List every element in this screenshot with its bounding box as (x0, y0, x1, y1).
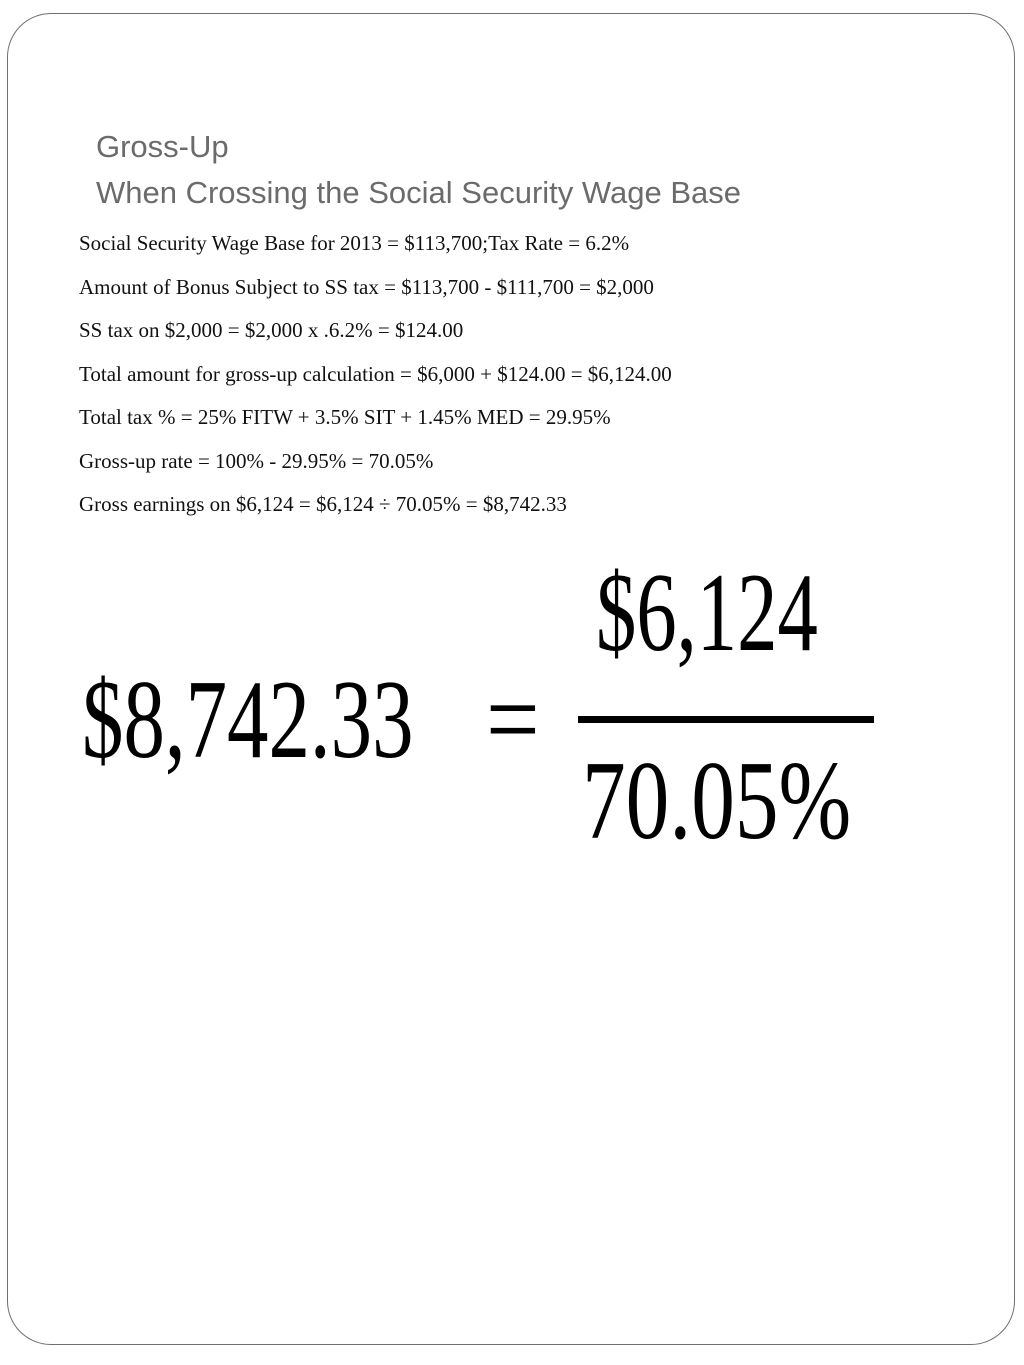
formula-equals-sign: = (486, 658, 540, 782)
calculation-line: Amount of Bonus Subject to SS tax = $113,700 - $111,700 = $2,000 (79, 274, 654, 299)
calculation-line: Total amount for gross-up calculation = $6,000 + $124.00 = $6,124.00 (79, 361, 672, 386)
calculation-line: SS tax on $2,000 = $2,000 x .6.2% = $124.00 (79, 318, 464, 342)
title-line-2: When Crossing the Social Security Wage Base (96, 175, 741, 210)
calculation-line: Social Security Wage Base for 2013 = $113,700;Tax Rate = 6.2% (79, 231, 630, 255)
slide-title (96, 124, 741, 216)
fraction-bar (578, 716, 874, 723)
calculation-line: Total tax % = 25% FITW + 3.5% SIT + 1.45% MED = 29.95% (79, 405, 611, 429)
formula-denominator: 70.05% (582, 739, 852, 863)
gross-up-formula (82, 551, 902, 870)
formula-result: $8,742.33 (82, 658, 414, 782)
calculation-list (79, 226, 672, 531)
formula-numerator: $6,124 (596, 551, 818, 675)
calculation-line: Gross earnings on $6,124 = $6,124 ÷ 70.05% = $8,742.33 (79, 492, 567, 516)
title-line-1: Gross-Up (96, 129, 229, 164)
calculation-line: Gross-up rate = 100% - 29.95% = 70.05% (79, 448, 434, 473)
